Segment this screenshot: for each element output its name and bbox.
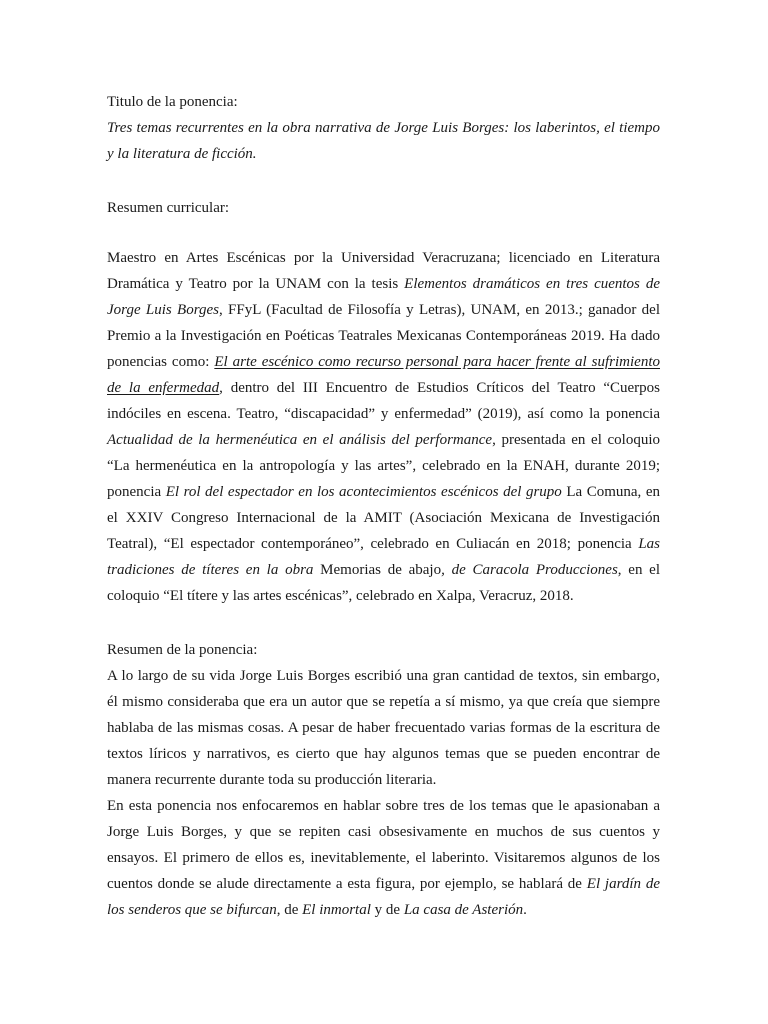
cv-line: el XXIV Congreso Internacional de la AMIT (Asociación Mexicana de Investigación [107, 510, 660, 526]
cv-line: Actualidad de la hermenéutica en el análisis del performance, presentada en el coloquio [107, 432, 661, 448]
cv-line: Dramática y Teatro por la UNAM con la tesis Elementos dramáticos en tres cuentos de [107, 276, 660, 292]
cv-line: tradiciones de títeres en la obra Memorias de abajo, de Caracola Producciones, en el [107, 562, 660, 578]
cv-line: Jorge Luis Borges, FFyL (Facultad de Filosofía y Letras), UNAM, en 2013.; ganador del [107, 302, 660, 318]
title-line-2: y la literatura de ficción. [107, 146, 257, 162]
title-label: Titulo de la ponencia: [107, 94, 238, 110]
cv-line: ponencia El rol del espectador en los acontecimientos escénicos del grupo La Comuna, en [107, 484, 660, 500]
abstract-line: textos líricos y narrativos, es cierto que hay algunos temas que se pueden encontrar de [107, 746, 660, 762]
abstract-label: Resumen de la ponencia: [107, 642, 258, 658]
abstract-line: manera recurrente durante toda su producción literaria. [107, 772, 437, 788]
spacer [107, 609, 660, 637]
cv-line: de la enfermedad, dentro del III Encuentro de Estudios Críticos del Teatro “Cuerpos [107, 380, 660, 396]
cv-line: indóciles en escena. Teatro, “discapacidad” y enfermedad” (2019), así como la ponencia [107, 406, 660, 422]
spacer [107, 167, 660, 195]
abstract-line: cuentos donde se alude directamente a esta figura, por ejemplo, se hablará de El jardín de [107, 876, 660, 892]
cv-line: coloquio “El títere y las artes escénicas”, celebrado en Xalpa, Veracruz, 2018. [107, 588, 574, 604]
cv-line: Maestro en Artes Escénicas por la Universidad Veracruzana; licenciado en Literatura [107, 250, 660, 266]
abstract-line: él mismo consideraba que era un autor que se repetía a sí mismo, ya que creía que siempre [107, 694, 660, 710]
cv-line: ponencias como: El arte escénico como recurso personal para hacer frente al sufrimiento [107, 354, 660, 370]
abstract-line: A lo largo de su vida Jorge Luis Borges escribió una gran cantidad de textos, sin embargo, [107, 668, 660, 684]
cv-label: Resumen curricular: [107, 200, 230, 216]
spacer [107, 221, 660, 245]
title-line-1: Tres temas recurrentes en la obra narrativa de Jorge Luis Borges: los laberintos, el tiempo [107, 120, 660, 136]
cv-line: “La hermenéutica en la antropología y las artes”, celebrado en la ENAH, durante 2019; [107, 458, 660, 474]
abstract-line: los senderos que se bifurcan, de El inmortal y de La casa de Asterión. [107, 902, 527, 918]
cv-line: Teatral), “El espectador contemporáneo”, celebrado en Culiacán en 2018; ponencia Las [107, 536, 660, 552]
abstract-line: hablaba de las mismas cosas. A pesar de haber frecuentado varias formas de la escritura de [107, 720, 660, 736]
abstract-line: En esta ponencia nos enfocaremos en hablar sobre tres de los temas que le apasionaban a [107, 798, 660, 814]
cv-line: Premio a la Investigación en Poéticas Teatrales Mexicanas Contemporáneas 2019. Ha dado [107, 328, 660, 344]
abstract-line: ensayos. El primero de ellos es, inevitablemente, el laberinto. Visitaremos algunos de los [107, 850, 660, 866]
abstract-line: Jorge Luis Borges, y que se repiten casi obsesivamente en muchos de sus cuentos y [107, 824, 660, 840]
